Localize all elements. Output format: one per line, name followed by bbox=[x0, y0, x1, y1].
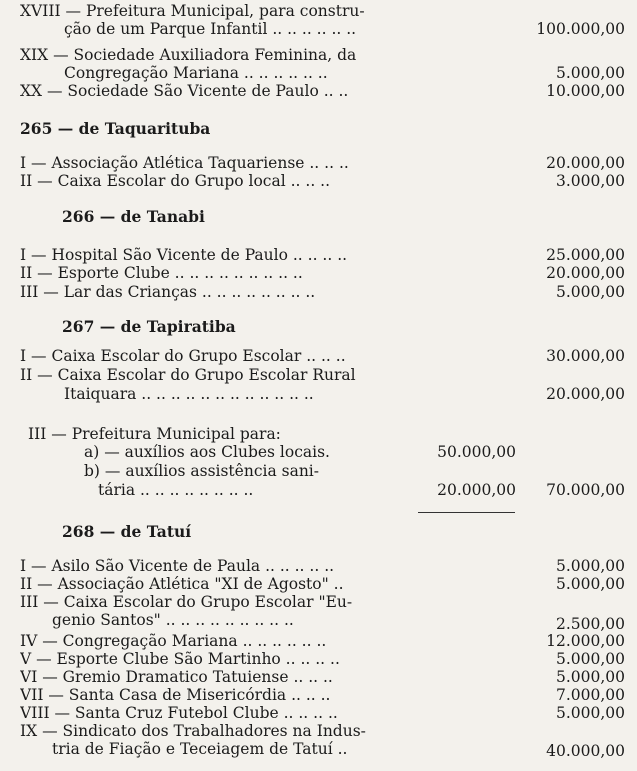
s267-item-2-amount: 20.000,00 bbox=[546, 385, 625, 403]
s267-item-1-amount: 30.000,00 bbox=[546, 347, 625, 365]
s268-item-3-line-2: genio Santos" .. .. .. .. .. .. .. .. .. bbox=[52, 611, 294, 629]
section-268-title: 268 — de Tatuí bbox=[62, 522, 192, 541]
s268-item-1: I — Asilo São Vicente de Paula .. .. .. .. .. bbox=[20, 557, 335, 575]
s268-item-6: VI — Gremio Dramatico Tatuiense .. .. .. bbox=[20, 668, 333, 686]
s267-item-3b-line-2: tária .. .. .. .. .. .. .. .. bbox=[98, 481, 254, 499]
item-19-line-1: XIX — Sociedade Auxiliadora Feminina, da bbox=[20, 46, 357, 64]
section-266-title: 266 — de Tanabi bbox=[62, 207, 205, 226]
s265-item-1: I — Associação Atlética Taquariense .. .. .. bbox=[20, 154, 349, 172]
s267-item-3a-amount: 50.000,00 bbox=[437, 443, 516, 461]
item-19-line-2: Congregação Mariana .. .. .. .. .. .. bbox=[64, 64, 328, 82]
s268-item-9-line-1: IX — Sindicato dos Trabalhadores na Indus- bbox=[20, 722, 366, 740]
s267-item-1: I — Caixa Escolar do Grupo Escolar .. .. .. bbox=[20, 347, 346, 365]
s268-item-9-amount: 40.000,00 bbox=[546, 742, 625, 760]
s267-item-2-line-1: II — Caixa Escolar do Grupo Escolar Rural bbox=[20, 366, 356, 384]
s266-item-2: II — Esporte Clube .. .. .. .. .. .. .. .. .. bbox=[20, 264, 303, 282]
s265-item-1-amount: 20.000,00 bbox=[546, 154, 625, 172]
s266-item-1-amount: 25.000,00 bbox=[546, 246, 625, 264]
s268-item-3-amount: 2.500,00 bbox=[555, 615, 625, 633]
s268-item-9-line-2: tria de Fiação e Teceiagem de Tatuí .. bbox=[52, 740, 348, 758]
s267-item-2-line-2: Itaiquara .. .. .. .. .. .. .. .. .. .. .. .. bbox=[64, 385, 314, 403]
item-18-amount: 100.000,00 bbox=[536, 20, 625, 38]
s265-item-2-amount: 3.000,00 bbox=[555, 172, 625, 190]
s266-item-2-amount: 20.000,00 bbox=[546, 264, 625, 282]
subtotal-rule bbox=[418, 512, 515, 513]
s266-item-1: I — Hospital São Vicente de Paulo .. .. .. .. bbox=[20, 246, 348, 264]
item-19-amount: 5.000,00 bbox=[555, 64, 625, 82]
section-267-title: 267 — de Tapiratiba bbox=[62, 317, 236, 336]
s268-item-8: VIII — Santa Cruz Futebol Clube .. .. .. .. bbox=[20, 704, 338, 722]
s267-item-3-line-1: III — Prefeitura Municipal para: bbox=[28, 425, 281, 443]
s268-item-7-amount: 7.000,00 bbox=[555, 686, 625, 704]
s268-item-2-amount: 5.000,00 bbox=[555, 575, 625, 593]
s268-item-7: VII — Santa Casa de Misericórdia .. .. .. bbox=[20, 686, 331, 704]
s267-item-3a: a) — auxílios aos Clubes locais. bbox=[84, 443, 330, 461]
s266-item-3-amount: 5.000,00 bbox=[555, 283, 625, 301]
item-20-line-1: XX — Sociedade São Vicente de Paulo .. .. bbox=[20, 82, 349, 100]
s267-item-3b-line-1: b) — auxílios assistência sani- bbox=[84, 462, 319, 480]
s268-item-4-amount: 12.000,00 bbox=[546, 632, 625, 650]
s268-item-5-amount: 5.000,00 bbox=[555, 650, 625, 668]
s268-item-5: V — Esporte Clube São Martinho .. .. .. .. bbox=[20, 650, 340, 668]
s265-item-2: II — Caixa Escolar do Grupo local .. .. .. bbox=[20, 172, 331, 190]
item-20-amount: 10.000,00 bbox=[546, 82, 625, 100]
section-265-title: 265 — de Taquarituba bbox=[20, 119, 211, 138]
s268-item-4: IV — Congregação Mariana .. .. .. .. .. .. bbox=[20, 632, 327, 650]
s268-item-1-amount: 5.000,00 bbox=[555, 557, 625, 575]
s268-item-3-line-1: III — Caixa Escolar do Grupo Escolar "Eu- bbox=[20, 593, 353, 611]
s268-item-8-amount: 5.000,00 bbox=[555, 704, 625, 722]
s267-item-3-amount: 70.000,00 bbox=[546, 481, 625, 499]
s268-item-2: II — Associação Atlética "XI de Agosto" .. bbox=[20, 575, 344, 593]
item-18-line-2: ção de um Parque Infantil .. .. .. .. .. .. bbox=[64, 20, 357, 38]
item-18-line-1: XVIII — Prefeitura Municipal, para constru- bbox=[20, 2, 365, 20]
s266-item-3: III — Lar das Crianças .. .. .. .. .. .. .. .. bbox=[20, 283, 316, 301]
s267-item-3b-amount: 20.000,00 bbox=[437, 481, 516, 499]
s268-item-6-amount: 5.000,00 bbox=[555, 668, 625, 686]
